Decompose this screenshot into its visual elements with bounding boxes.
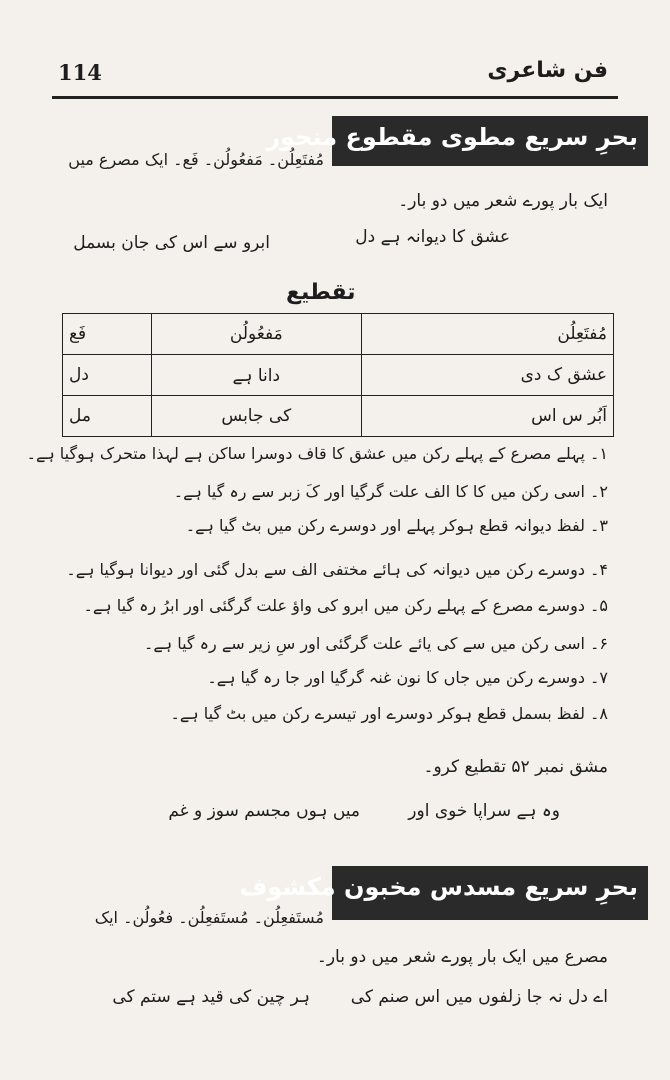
meter-definition-2: مُستَفعِلُن۔ مُستَفعِلُن۔ فعُولُن۔ ایک [94, 908, 324, 927]
exercise-hemistich-b: میں ہوں مجسم سوز و غم [168, 801, 360, 821]
note-3: ۳۔ لفظ دیوانہ قطع ہوکر پہلے اور دوسرے رکن میں بٹ گیا ہے۔ [185, 516, 608, 535]
example-hemistich-b: ابرو سے اس کی جان بسمل [73, 233, 270, 253]
table-cell: دانا ہے [151, 355, 361, 396]
exercise-hemistich-a: وہ ہے سراپا خوی اور [408, 801, 560, 821]
meter-definition: مُفتَعِلُن۔ مَفعُولُن۔ فَع۔ ایک مصرع میں [68, 150, 324, 169]
scansion-heading: تقطیع [286, 280, 356, 305]
table-header-cell: فَع [63, 314, 152, 355]
table-header-row [63, 314, 614, 355]
scansion-table [62, 313, 614, 437]
book-title: فن شاعری [487, 58, 608, 83]
table-cell: کی جابس [151, 396, 361, 437]
table-cell: دل [63, 355, 152, 396]
note-4: ۴۔ دوسرے رکن میں دیوانہ کی ہائے مختفی الف سے بدل گئی اور دیوانا ہوگیا ہے۔ [66, 560, 608, 579]
note-5: ۵۔ دوسرے مصرع کے پہلے رکن میں ابرو کی واؤ علت گرگئی اور ابرُ رہ گیا ہے۔ [83, 596, 608, 615]
table-header-cell: مُفتَعِلُن [361, 314, 613, 355]
header-rule [52, 96, 618, 99]
table-row [63, 355, 614, 396]
note-7: ۷۔ دوسرے رکن میں جاں کا نون غنہ گرگیا اور جا رہ گیا ہے۔ [207, 668, 608, 687]
table-header-cell: مَفعُولُن [151, 314, 361, 355]
meter-definition-cont: ایک بار پورے شعر میں دو بار۔ [398, 191, 608, 211]
meter-banner-2: بحرِ سریع مسدس مخبون مکشوف [332, 866, 648, 920]
table-cell: مل [63, 396, 152, 437]
note-6: ۶۔ اسی رکن میں سے کی یائے علت گرگئی اور سِ زیر سے رہ گیا ہے۔ [144, 634, 608, 653]
meter-banner-1: بحرِ سریع مطوی مقطوع منحور [332, 116, 648, 166]
exercise-title: مشق نمبر ۵۲ تقطیع کرو۔ [423, 757, 608, 777]
table-cell: اَبُر س اس [361, 396, 613, 437]
note-2: ۲۔ اسی رکن میں کا کا الف علت گرگیا اور کَ زبر سے رہ گیا ہے۔ [173, 482, 608, 501]
table-cell: عشق ک دی [361, 355, 613, 396]
example-hemistich-a: عشق کا دیوانہ ہے دل [355, 227, 510, 247]
meter-definition-2-cont: مصرع میں ایک بار پورے شعر میں دو بار۔ [316, 947, 608, 967]
note-8: ۸۔ لفظ بسمل قطع ہوکر دوسرے اور تیسرے رکن میں بٹ گیا ہے۔ [170, 704, 608, 723]
note-1: ۱۔ پہلے مصرع کے پہلے رکن میں عشق کا قاف دوسرا ساکن ہے لہذا متحرک ہوگیا ہے۔ [26, 444, 608, 463]
table-row [63, 396, 614, 437]
example-2-hemistich-a: اے دل نہ جا زلفوں میں اس صنم کی [350, 987, 608, 1007]
page-number: 114 [58, 60, 102, 85]
example-2-hemistich-b: ہر چین کی قید ہے ستم کی [112, 987, 310, 1007]
